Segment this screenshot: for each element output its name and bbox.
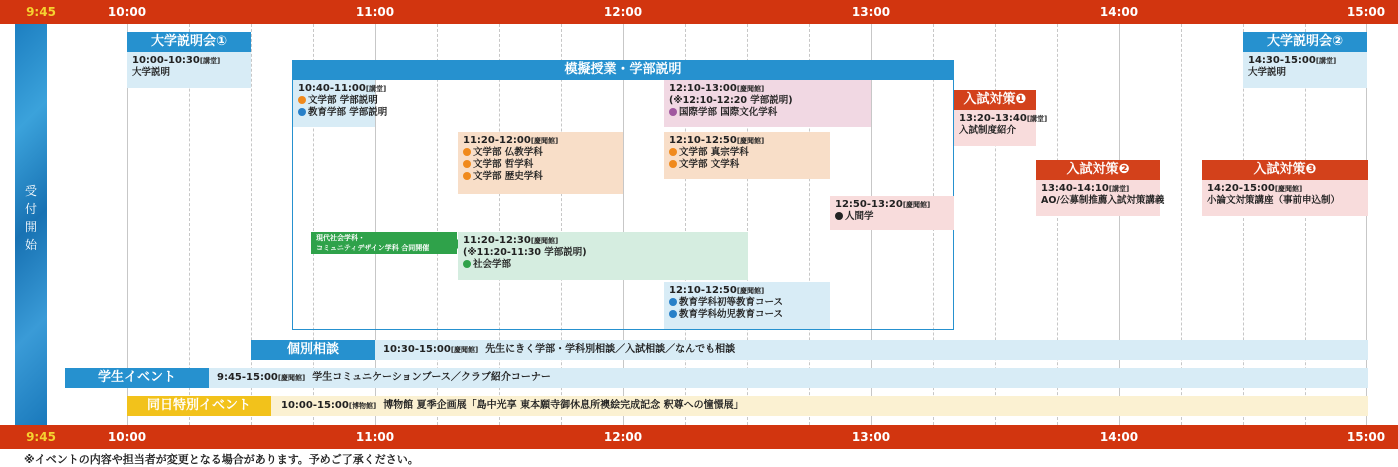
- special-content: 博物館 夏季企画展「島中光享 東本願寺御休息所襖絵完成記念 釈尊への憧憬展」: [383, 400, 744, 411]
- session-time: 12:10-12:50: [669, 285, 737, 296]
- time-label-0945: 9:45: [26, 430, 56, 444]
- session-time: 12:10-13:00: [669, 83, 737, 94]
- consult-venue: [慶聞館]: [450, 346, 479, 354]
- session-line: 教育学科幼児教育コース: [679, 309, 784, 320]
- orange-dot-icon: [298, 96, 306, 104]
- mock-session-literature-depts[interactable]: [458, 132, 623, 194]
- exam3-venue: [慶聞館]: [1274, 185, 1303, 193]
- session-venue: [慶聞館]: [736, 85, 765, 93]
- mock-session-human-studies[interactable]: [830, 196, 954, 230]
- time-label-1500: 15:00: [1346, 5, 1386, 19]
- session-venue: [慶聞館]: [530, 137, 559, 145]
- consult-info[interactable]: [383, 340, 735, 360]
- exam1-time: 13:20-13:40: [959, 113, 1027, 124]
- student-info[interactable]: [217, 368, 551, 388]
- time-label-1100: 11:00: [355, 5, 395, 19]
- exam3-time: 14:20-15:00: [1207, 183, 1275, 194]
- reception-char: 受: [24, 184, 37, 198]
- exam3-box[interactable]: [1202, 180, 1368, 216]
- session-line: 教育学科初等教育コース: [679, 297, 784, 308]
- time-label-1000: 10:00: [107, 5, 147, 19]
- reception-char: 始: [24, 238, 37, 252]
- mock-session-education-courses[interactable]: [664, 282, 830, 329]
- exam3-content: 小論文対策講座（事前申込制）: [1207, 195, 1341, 206]
- exam1-box[interactable]: [954, 110, 1048, 146]
- briefing1-content: 大学説明: [132, 67, 171, 78]
- session-line: 文学部 文学科: [679, 159, 740, 170]
- briefing1-header: 大学説明会①: [127, 32, 251, 52]
- orange-dot-icon: [669, 160, 677, 168]
- grid-line: [1181, 24, 1182, 425]
- grid-line: [995, 24, 996, 425]
- session-time: 11:20-12:30: [463, 235, 531, 246]
- briefing2-box[interactable]: [1243, 52, 1367, 88]
- session-time: 11:20-12:00: [463, 135, 531, 146]
- session-venue: [慶聞館]: [902, 201, 931, 209]
- purple-dot-icon: [669, 108, 677, 116]
- time-label-1500: 15:00: [1346, 430, 1386, 444]
- session-venue: [慶聞館]: [736, 137, 765, 145]
- session-venue: [慶聞館]: [530, 237, 559, 245]
- time-bar-top: [0, 0, 1398, 24]
- orange-dot-icon: [463, 148, 471, 156]
- time-label-1200: 12:00: [603, 5, 643, 19]
- time-label-1300: 13:00: [851, 5, 891, 19]
- mock-session-sociology[interactable]: [458, 232, 748, 280]
- time-label-1000: 10:00: [107, 430, 147, 444]
- time-label-1300: 13:00: [851, 430, 891, 444]
- student-content: 学生コミュニケーションブース／クラブ紹介コーナー: [312, 372, 551, 383]
- orange-dot-icon: [463, 172, 471, 180]
- special-info[interactable]: [281, 396, 744, 416]
- special-venue: [博物館]: [348, 402, 377, 410]
- briefing2-content: 大学説明: [1248, 67, 1287, 78]
- student-time: 9:45-15:00: [217, 372, 278, 383]
- exam2-header: 入試対策❷: [1036, 160, 1160, 180]
- session-line: 文学部 学部説明: [308, 95, 378, 106]
- mock-session-international[interactable]: [664, 80, 871, 127]
- footnote: ※イベントの内容や担当者が変更となる場合があります。予めご了承ください。: [24, 453, 419, 466]
- time-bar-bottom: [0, 425, 1398, 449]
- exam2-content: AO/公募制推薦入試対策講義: [1041, 195, 1165, 206]
- special-label: 同日特別イベント: [127, 396, 271, 416]
- session-line: 文学部 真宗学科: [679, 147, 749, 158]
- exam2-venue: [講堂]: [1108, 185, 1130, 193]
- consult-time: 10:30-15:00: [383, 344, 451, 355]
- reception-char: 付: [24, 202, 37, 216]
- time-label-0945: 9:45: [26, 5, 56, 19]
- session-line: 国際学部 国際文化学科: [679, 107, 778, 118]
- blue-dot-icon: [669, 310, 677, 318]
- special-time: 10:00-15:00: [281, 400, 349, 411]
- joint-session-tag: [311, 232, 457, 254]
- time-label-1400: 14:00: [1099, 5, 1139, 19]
- exam1-header: 入試対策❶: [954, 90, 1036, 110]
- briefing2-time: 14:30-15:00: [1248, 55, 1316, 66]
- blue-dot-icon: [669, 298, 677, 306]
- exam3-header: 入試対策❸: [1202, 160, 1368, 180]
- session-line: 社会学部: [473, 259, 512, 270]
- blue-dot-icon: [298, 108, 306, 116]
- time-label-1100: 11:00: [355, 430, 395, 444]
- mock-session-literature-education[interactable]: [293, 80, 388, 127]
- session-time: 12:10-12:50: [669, 135, 737, 146]
- exam2-time: 13:40-14:10: [1041, 183, 1109, 194]
- briefing2-venue: [講堂]: [1315, 57, 1337, 65]
- joint-tag-line: コミュニティデザイン学科 合同開催: [316, 244, 430, 252]
- grid-line: [251, 24, 252, 425]
- black-dot-icon: [835, 212, 843, 220]
- joint-tag-line: 現代社会学科・: [316, 234, 365, 242]
- student-venue: [慶聞館]: [277, 374, 306, 382]
- reception-label: [15, 182, 47, 254]
- mock-lecture-header: 模擬授業・学部説明: [292, 60, 954, 80]
- orange-dot-icon: [669, 148, 677, 156]
- time-label-1400: 14:00: [1099, 430, 1139, 444]
- mock-session-shin-literature[interactable]: [664, 132, 830, 179]
- reception-char: 開: [24, 220, 37, 234]
- session-time: 12:50-13:20: [835, 199, 903, 210]
- time-label-1200: 12:00: [603, 430, 643, 444]
- student-label: 学生イベント: [65, 368, 209, 388]
- session-line: 文学部 歴史学科: [473, 171, 543, 182]
- consult-content: 先生にきく学部・学科別相談／入試相談／なんでも相談: [485, 344, 736, 355]
- consult-label: 個別相談: [251, 340, 375, 360]
- exam1-venue: [講堂]: [1026, 115, 1048, 123]
- session-sub: (※11:20-11:30 学部説明): [463, 247, 587, 258]
- briefing2-header: 大学説明会②: [1243, 32, 1367, 52]
- session-line: 文学部 哲学科: [473, 159, 534, 170]
- exam1-content: 入試制度紹介: [959, 125, 1017, 136]
- briefing1-venue: [講堂]: [199, 57, 221, 65]
- grid-line: [1119, 24, 1120, 425]
- reception-column: [15, 24, 47, 425]
- grid-line: [1057, 24, 1058, 425]
- briefing1-time: 10:00-10:30: [132, 55, 200, 66]
- session-line: 人間学: [845, 211, 874, 222]
- orange-dot-icon: [463, 160, 471, 168]
- briefing1-box[interactable]: [127, 52, 251, 88]
- session-time: 10:40-11:00: [298, 83, 366, 94]
- session-line: 文学部 仏教学科: [473, 147, 543, 158]
- session-venue: [慶聞館]: [736, 287, 765, 295]
- session-sub: (※12:10-12:20 学部説明): [669, 95, 793, 106]
- session-line: 教育学部 学部説明: [308, 107, 388, 118]
- green-dot-icon: [463, 260, 471, 268]
- exam2-box[interactable]: [1036, 180, 1165, 216]
- session-venue: [講堂]: [365, 85, 387, 93]
